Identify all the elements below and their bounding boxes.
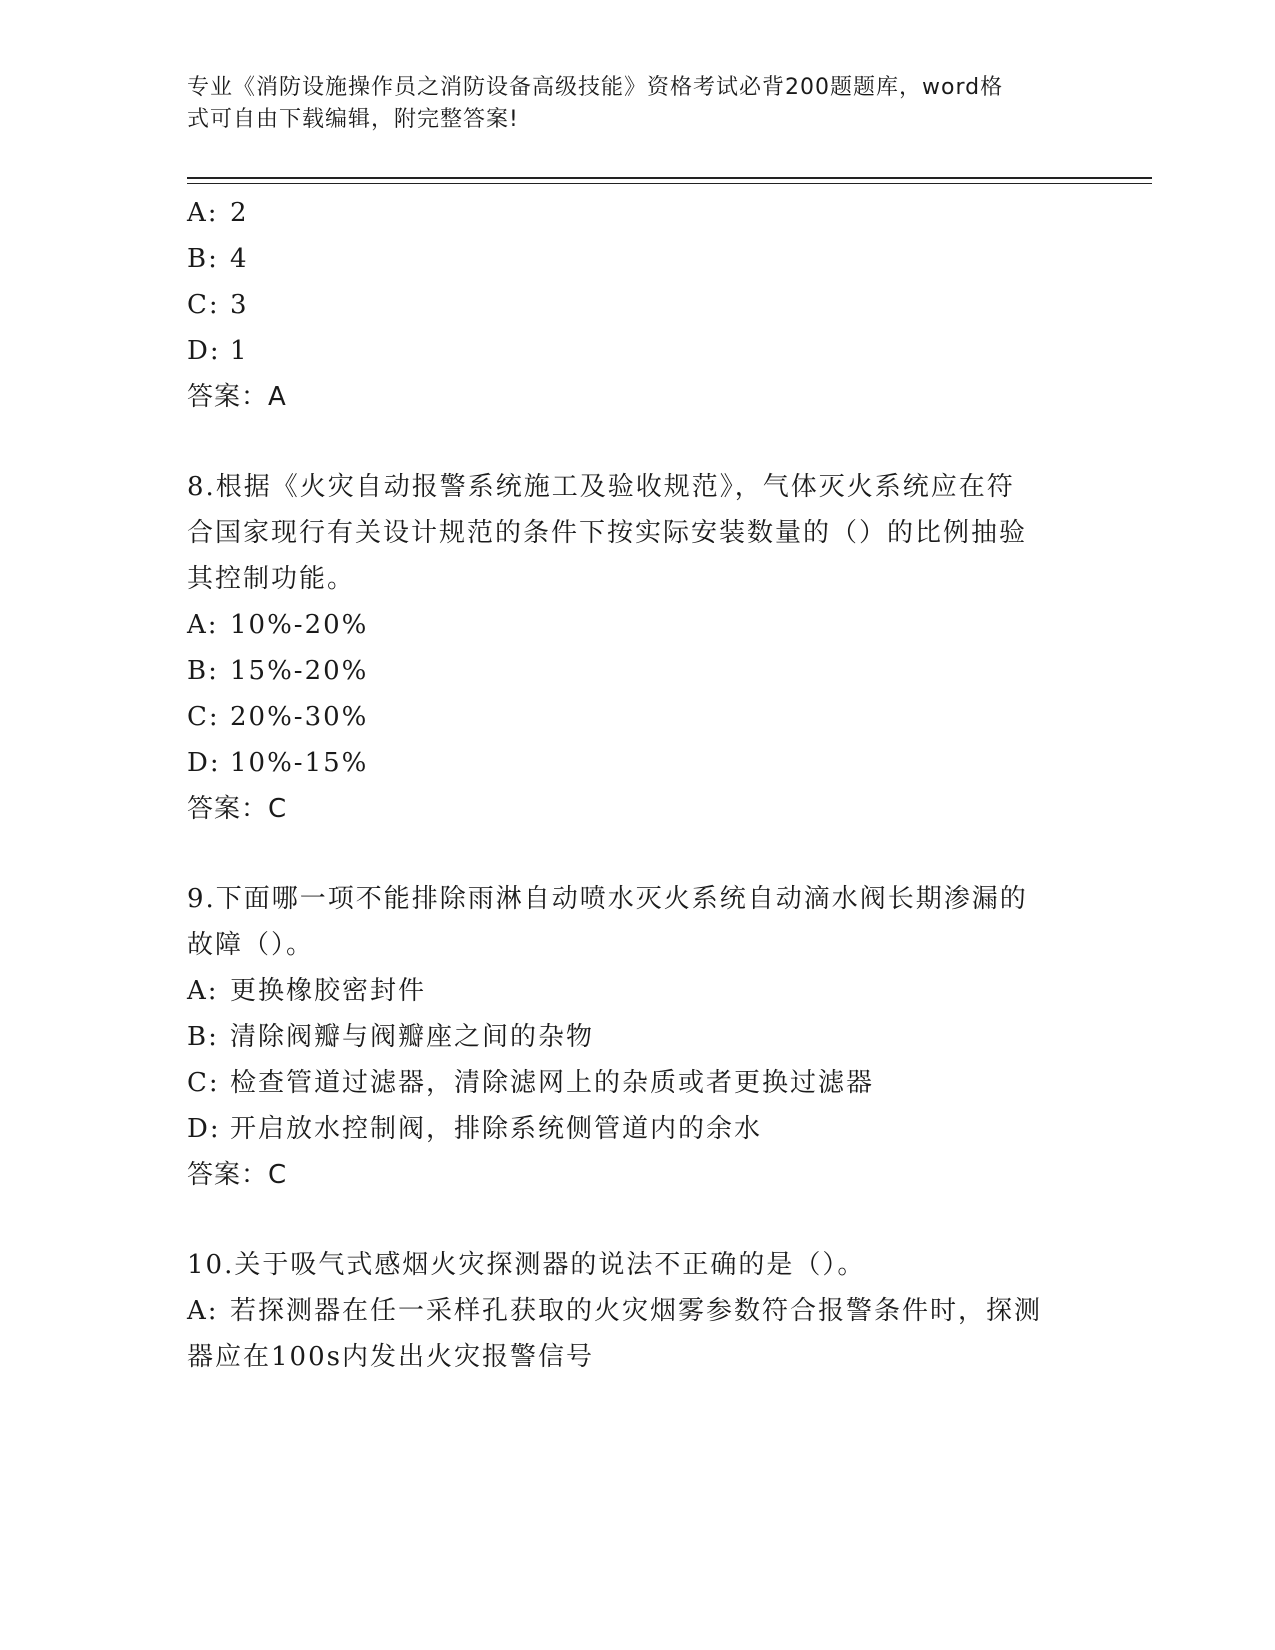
question-stem-line: 10.关于吸气式感烟火灾探测器的说法不正确的是（）。: [187, 1250, 866, 1280]
option-a: A: 10%-20%: [187, 610, 369, 640]
option-a: A: 若探测器在任一采样孔获取的火灾烟雾参数符合报警条件时，探测: [187, 1296, 1043, 1326]
question-8: [187, 464, 1077, 832]
question-9: [187, 876, 1077, 1198]
option-a: A: 2: [187, 198, 249, 228]
option-a-continued: 器应在100s内发出火灾报警信号: [187, 1342, 594, 1372]
header-rule-thick: [187, 177, 1152, 179]
option-d: D: 1: [187, 336, 249, 366]
option-a: A: 更换橡胶密封件: [187, 976, 427, 1006]
question-stem-line: 故障（）。: [187, 930, 315, 960]
option-d: D: 开启放水控制阀，排除系统侧管道内的余水: [187, 1114, 763, 1144]
option-b: B: 清除阀瓣与阀瓣座之间的杂物: [187, 1022, 595, 1052]
header-line-1: 专业《消防设施操作员之消防设备高级技能》资格考试必背200题题库，word格: [187, 75, 1004, 100]
answer: 答案：A: [187, 382, 287, 412]
header-line-2: 式可自由下载编辑，附完整答案!: [187, 107, 519, 132]
question-stem-line: 9.下面哪一项不能排除雨淋自动喷水灭火系统自动滴水阀长期渗漏的: [187, 884, 1028, 914]
option-c: C: 20%-30%: [187, 702, 369, 732]
document-header: [187, 72, 1067, 136]
question-7: [187, 190, 1077, 420]
option-c: C: 3: [187, 290, 249, 320]
question-stem-line: 其控制功能。: [187, 564, 356, 594]
option-d: D: 10%-15%: [187, 748, 369, 778]
option-b: B: 15%-20%: [187, 656, 369, 686]
question-list: [187, 190, 1077, 1380]
option-b: B: 4: [187, 244, 249, 274]
question-10: [187, 1242, 1077, 1380]
question-stem-line: 8.根据《火灾自动报警系统施工及验收规范》，气体灭火系统应在符: [187, 472, 1015, 502]
answer: 答案：C: [187, 1160, 288, 1190]
answer: 答案：C: [187, 794, 288, 824]
option-c: C: 检查管道过滤器，清除滤网上的杂质或者更换过滤器: [187, 1068, 875, 1098]
header-rule-thin: [187, 183, 1152, 184]
question-stem-line: 合国家现行有关设计规范的条件下按实际安装数量的（）的比例抽验: [187, 518, 1028, 548]
